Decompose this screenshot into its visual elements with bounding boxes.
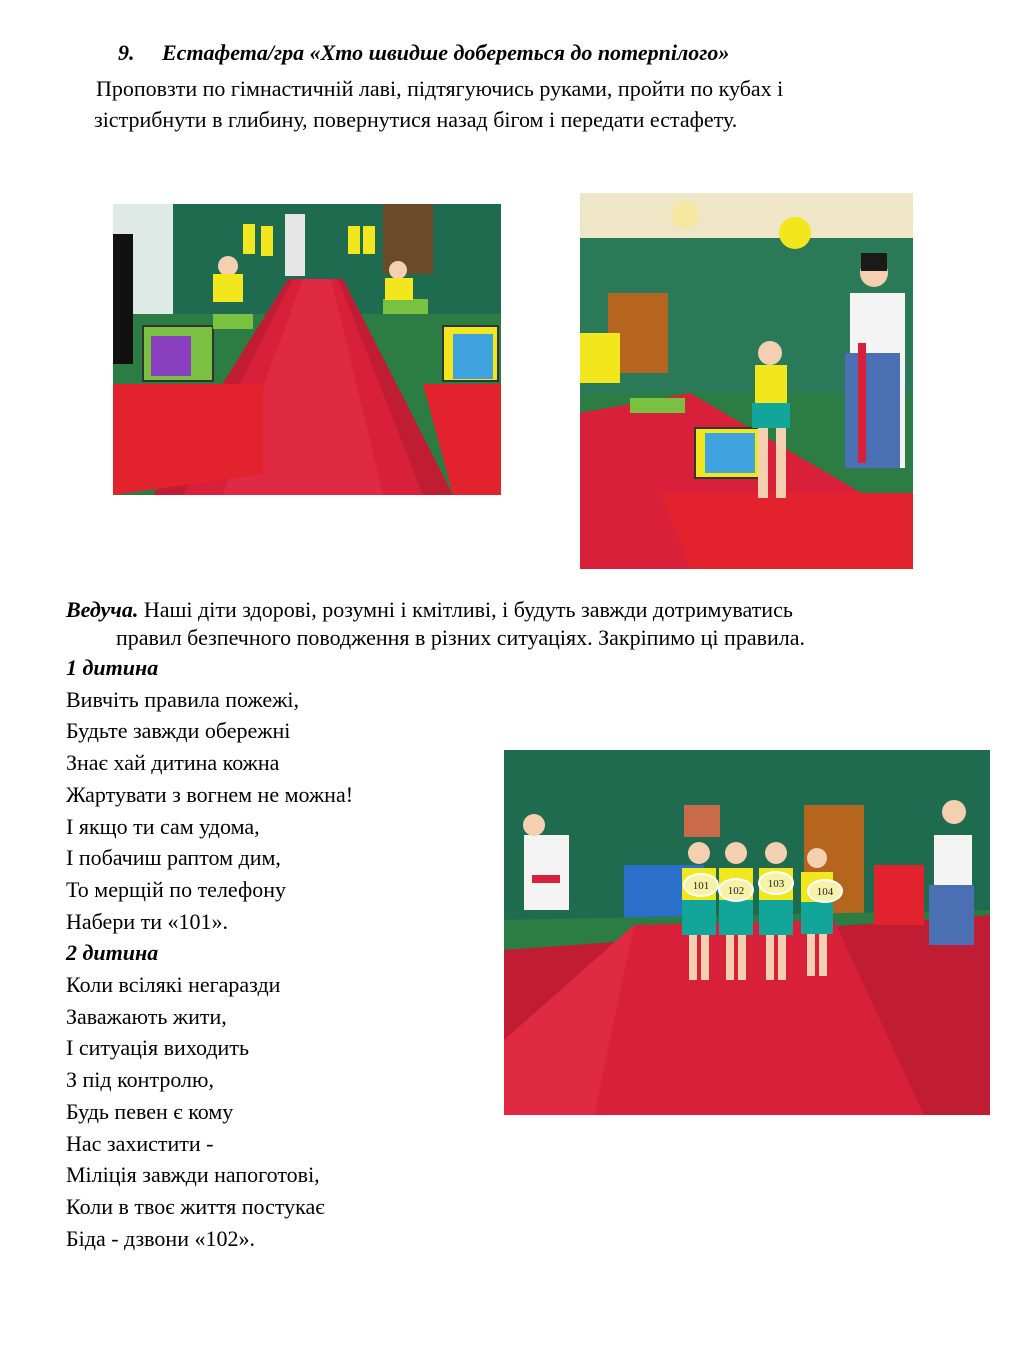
child2-label: 2 дитина [66,940,159,966]
badge-104: 104 [816,886,834,898]
photo-relay-crawl-image [113,204,501,495]
badge-102: 102 [727,885,745,897]
child1-line: Вивчіть правила пожежі, [66,686,299,712]
child2-line: Міліція завжди напоготові, [66,1162,320,1188]
child1-line: То мерщій по телефону [66,876,286,902]
child2-line: Коли всілякі негаразди [66,972,281,998]
child1-line: Жартувати з вогнем не можна! [66,781,354,807]
host-speech [66,596,966,652]
photo-jump-down-image [580,193,913,569]
poem-block [66,652,353,1254]
child1-label: 1 дитина [66,655,159,680]
child2-line: Нас захистити - [66,1130,214,1156]
child2-line: З під контролю, [66,1067,214,1093]
photo-children-badges [504,750,990,1115]
child2-line: Заважають жити, [66,1003,227,1029]
child1-line: Будьте завжди обережні [66,718,291,744]
photo-relay-crawl [113,204,501,495]
badge-101: 101 [692,880,710,892]
host-line-1: Наші діти здорові, розумні і кмітливі, і будуть завжди дотримуватись [138,597,793,622]
child1-line: Знає хай дитина кожна [66,750,280,776]
section-heading [118,40,729,66]
section-number: 9. [118,40,135,65]
child2-line: І ситуація виходить [66,1035,249,1061]
badge-103: 103 [767,878,785,890]
photo-jump-down [580,193,913,569]
child1-line: І якщо ти сам удома, [66,813,260,839]
instructions-line-1: Проповзти по гімнастичній лаві, підтягуючись руками, пройти по кубах і [96,76,784,101]
child1-line: І побачиш раптом дим, [66,845,281,871]
child2-line: Коли в твоє життя постукає [66,1193,325,1219]
instructions-line-2: зістрибнути в глибину, повернутися назад бігом і передати естафету. [94,107,738,132]
host-line-2: правил безпечного поводження в різних ситуаціях. Закріпимо ці правила. [116,625,805,650]
child2-line: Будь певен є кому [66,1098,234,1124]
child2-line: Біда - дзвони «102». [66,1225,255,1251]
host-label: Ведуча. [66,597,139,622]
photo-children-badges-image [504,750,990,1115]
child1-line: Набери ти «101». [66,908,228,934]
section-title: Естафета/гра «Хто швидше добереться до потерпілого» [162,40,730,65]
relay-instructions [96,73,976,135]
